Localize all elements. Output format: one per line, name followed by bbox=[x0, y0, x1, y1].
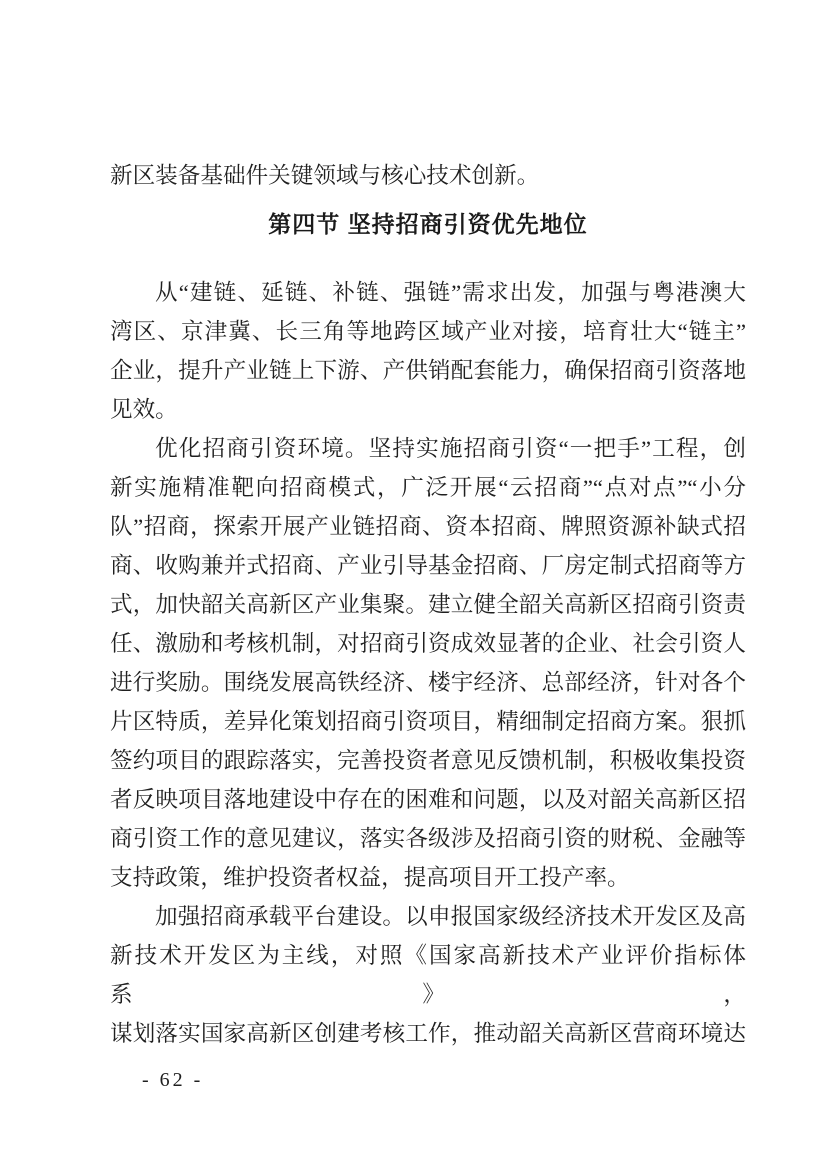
body-text-line: 任、激励和考核机制，对招商引资成效显著的企业、社会引资人 bbox=[110, 631, 746, 656]
body-text-line: 新实施精准靶向招商模式，广泛开展“云招商”“点对点”“小分 bbox=[110, 475, 746, 500]
body-text-line: 式，加快韶关高新区产业集聚。建立健全韶关高新区招商引资责 bbox=[110, 592, 746, 617]
body-text-line: 见效。 bbox=[110, 397, 178, 422]
body-text-line: 企业，提升产业链上下游、产供销配套能力，确保招商引资落地 bbox=[110, 358, 746, 383]
body-text-line: 优化招商引资环境。坚持实施招商引资“一把手”工程，创 bbox=[155, 436, 746, 461]
body-text-line: 进行奖励。围绕发展高铁经济、楼宇经济、总部经济，针对各个 bbox=[110, 670, 746, 695]
page-number: - 62 - bbox=[142, 1069, 204, 1091]
continuation-text-line: 新区装备基础件关键领域与核心技术创新。 bbox=[110, 163, 540, 188]
body-text-line: 签约项目的跟踪落实，完善投资者意见反馈机制，积极收集投资 bbox=[110, 748, 746, 773]
section-heading: 第四节 坚持招商引资优先地位 bbox=[268, 211, 588, 237]
body-text-line: 队”招商，探索开展产业链招商、资本招商、牌照资源补缺式招 bbox=[110, 514, 746, 539]
body-text-line: 者反映项目落地建设中存在的困难和问题，以及对韶关高新区招 bbox=[110, 787, 746, 812]
body-text-line: 新技术开发区为主线，对照《国家高新技术产业评价指标体系》， bbox=[110, 943, 746, 1007]
body-text-line: 片区特质，差异化策划招商引资项目，精细制定招商方案。狠抓 bbox=[110, 709, 746, 734]
body-text-line: 加强招商承载平台建设。以申报国家级经济技术开发区及高 bbox=[155, 904, 746, 929]
page-content bbox=[110, 156, 746, 1053]
body-text-line: 谋划落实国家高新区创建考核工作，推动韶关高新区营商环境达 bbox=[110, 1021, 746, 1046]
body-text-line: 从“建链、延链、补链、强链”需求出发，加强与粤港澳大 bbox=[155, 280, 746, 305]
body-text-line: 商、收购兼并式招商、产业引导基金招商、厂房定制式招商等方 bbox=[110, 553, 746, 578]
body-text-line: 商引资工作的意见建议，落实各级涉及招商引资的财税、金融等 bbox=[110, 826, 746, 851]
body-text-line: 湾区、京津冀、长三角等地跨区域产业对接，培育壮大“链主” bbox=[110, 319, 746, 344]
body-text-line: 支持政策，维护投资者权益，提高项目开工投产率。 bbox=[110, 865, 630, 890]
paragraphs-container bbox=[110, 273, 746, 1053]
